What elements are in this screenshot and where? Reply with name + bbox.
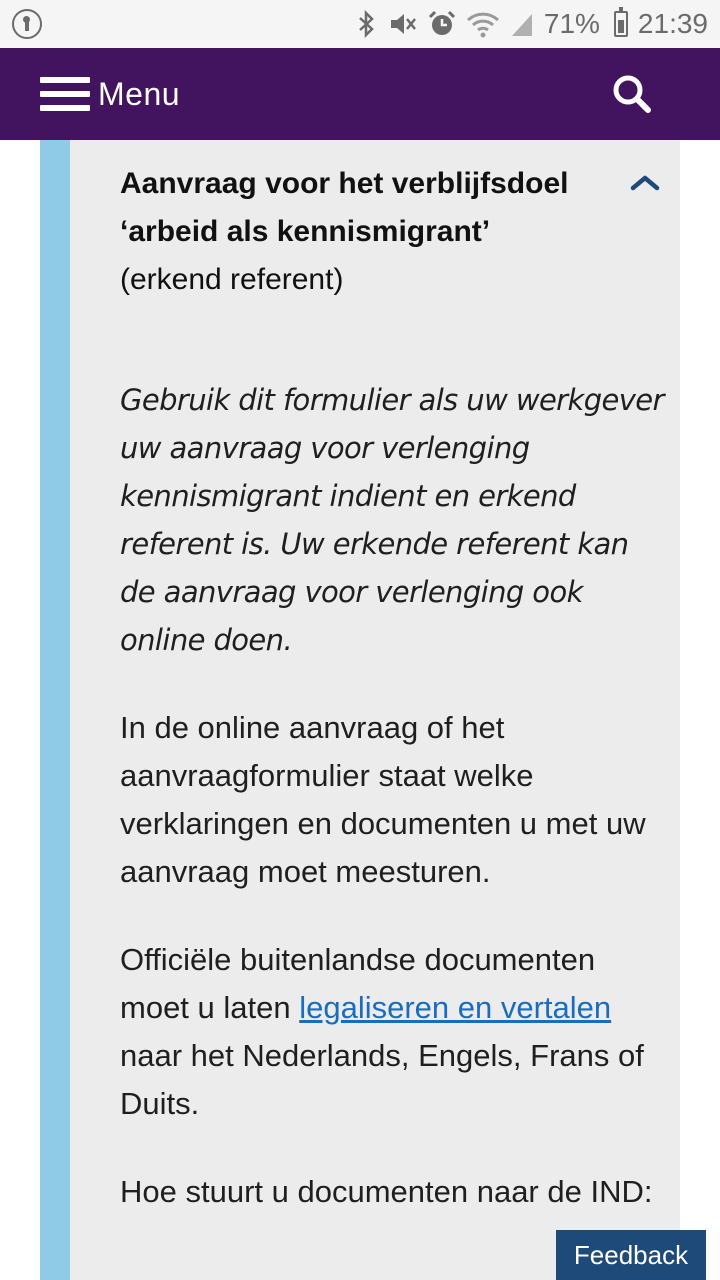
menu-label: Menu [98,75,181,112]
alarm-icon [428,10,456,38]
accordion-header[interactable] [120,160,665,304]
content-panel [40,140,680,1280]
paragraph-legalisation [120,936,665,1128]
search-icon[interactable] [612,74,652,114]
paragraph-documents: In de online aanvraag of het aanvraagformulier staat welke verklaringen en documenten u met uw aanvraag moet meesturen. [120,710,646,889]
battery-icon [614,11,628,37]
paragraph-legalisation-start: Officiële buitenlandse documenten moet u laten [120,942,596,1025]
chevron-up-icon[interactable] [625,164,665,204]
top-navigation-bar [0,48,720,140]
panel-title [120,160,595,304]
bluetooth-icon [356,10,378,38]
battery-percent: 71% [543,8,600,39]
lock-icon [12,9,42,39]
legalise-translate-link[interactable]: legaliseren en vertalen [299,990,612,1025]
accent-bar [40,140,70,1280]
signal-icon [510,10,534,38]
menu-button[interactable] [40,76,180,113]
paragraph-legalisation-end: naar het Nederlands, Engels, Frans of Duits. [120,1038,644,1121]
hamburger-icon [40,76,90,112]
feedback-button[interactable]: Feedback [556,1230,706,1280]
status-right [356,8,708,40]
accordion-panel [120,160,665,1216]
panel-title-suffix: (erkend referent) [120,263,344,296]
wifi-icon [466,10,500,38]
intro-text: Gebruik dit formulier als uw werkgever uw aanvraag voor verlenging kennismigrant indient en erkend referent is. Uw erkende referent kan de aanvraag voor verlenging ook online doen. [120,383,664,657]
status-bar [0,0,720,48]
status-time: 21:39 [637,8,708,39]
mute-icon [388,10,418,38]
status-left [12,9,42,39]
panel-title-bold: Aanvraag voor het verblijfsdoel ‘arbeid als kennismigrant’ [120,167,569,248]
paragraph-how-to-send: Hoe stuurt u documenten naar de IND: [120,1174,653,1209]
